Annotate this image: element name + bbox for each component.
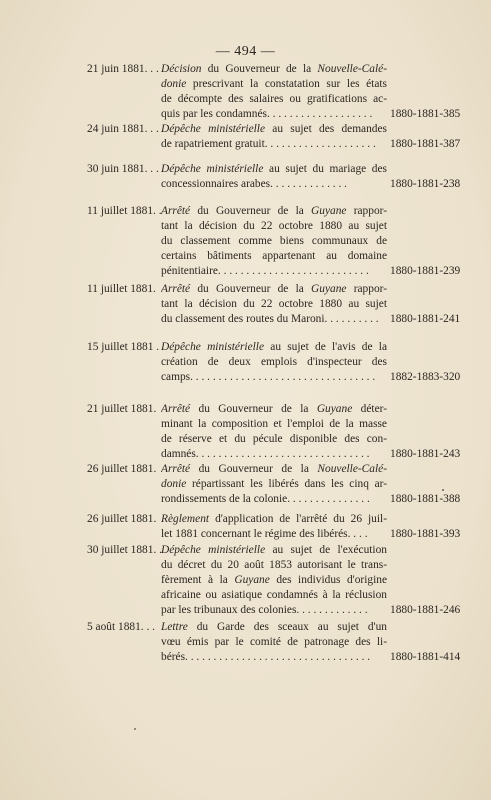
- entry-reference: 1880-1881-239: [390, 265, 461, 277]
- description-line: [161, 477, 387, 492]
- entry-description: [161, 402, 387, 462]
- text-run: de décompte des salaires ou gratifications ac-: [161, 93, 387, 105]
- entry-date: 5 août 1881. . .: [87, 621, 156, 633]
- description-line: [161, 635, 387, 650]
- entry-description: [161, 122, 387, 152]
- entry-description: [161, 282, 387, 327]
- description-line: [161, 432, 387, 447]
- page-number: — 494 —: [215, 44, 276, 59]
- entry-description: [161, 204, 387, 279]
- italic-term: Dépêche ministérielle: [161, 544, 266, 556]
- entry-description: [161, 462, 387, 507]
- description-line: [161, 447, 387, 462]
- description-line: [161, 137, 387, 152]
- text-run: damnés. . . . . . . . . . . . . . . . . . . . . . . . . . . . . . .: [161, 448, 370, 460]
- text-run: concessionnaires arabes. . . . . . . . . . . . . .: [161, 178, 347, 190]
- description-line: [161, 204, 387, 219]
- entry-date: 24 juin 1881. . .: [87, 123, 159, 135]
- description-line: [161, 77, 387, 92]
- entry-description: [161, 62, 387, 122]
- italic-term: Règlement: [161, 513, 210, 525]
- entry-date: 26 juillet 1881.: [87, 513, 157, 525]
- text-run: création de deux emplois d'inspecteur des: [161, 356, 387, 368]
- italic-term: donie: [161, 78, 187, 90]
- text-run: de réserve et du pécule disponible des con-: [161, 433, 387, 445]
- italic-term: Guyane: [311, 283, 347, 295]
- entry-description: [161, 162, 387, 192]
- entry-reference: 1880-1881-246: [390, 604, 461, 616]
- description-line: [161, 620, 387, 635]
- italic-term: Dépêche ministérielle: [161, 341, 265, 353]
- description-line: [161, 492, 387, 507]
- description-line: [161, 92, 387, 107]
- text-run: rondissements de la colonie. . . . . . . . . . . . . . .: [161, 493, 370, 505]
- description-line: [161, 512, 387, 527]
- entry-reference: 1882-1883-320: [390, 371, 461, 383]
- italic-term: Guyane: [234, 574, 270, 586]
- description-line: [161, 62, 387, 77]
- description-line: [161, 573, 387, 588]
- description-line: [161, 122, 387, 137]
- text-run: du Gouverneur de la: [190, 283, 312, 295]
- text-run: par les tribunaux des colonies. . . . . . . . . . . . .: [161, 604, 368, 616]
- description-line: [161, 543, 387, 558]
- entry-description: [161, 620, 387, 665]
- italic-term: Arrêté: [161, 205, 191, 217]
- text-run: let 1881 concernant le régime des libérés. . . .: [161, 528, 368, 540]
- description-line: [161, 162, 387, 177]
- text-run: prescrivant la constatation sur les états: [186, 78, 387, 90]
- entry-date: 15 juillet 1881 .: [87, 341, 160, 353]
- text-run: de rapatriement gratuit. . . . . . . . . . . . . . . . . . . .: [161, 138, 376, 150]
- description-line: [161, 340, 387, 355]
- text-run: du Gouverneur de la: [201, 63, 318, 75]
- description-line: [161, 264, 387, 279]
- description-line: [161, 588, 387, 603]
- entry-description: [161, 512, 387, 542]
- text-run: camps. . . . . . . . . . . . . . . . . . . . . . . . . . . . . . . . .: [161, 371, 376, 383]
- ink-speck: [134, 728, 136, 730]
- text-run: du classement comme biens communaux de: [161, 235, 387, 247]
- text-run: bérés. . . . . . . . . . . . . . . . . . . . . . . . . . . . . . . . .: [161, 651, 371, 663]
- text-run: au sujet du mariage des: [263, 163, 387, 175]
- italic-term: Arrêté: [161, 463, 191, 475]
- entry-date: 21 juillet 1881.: [87, 403, 157, 415]
- text-run: certains bâtiments appartenant au domaine: [161, 250, 387, 262]
- text-run: vœu émis par le comité de patronage des li-: [161, 636, 387, 648]
- entry-date: 30 juillet 1881. .: [87, 544, 162, 556]
- entry-date: 11 juillet 1881.: [87, 283, 156, 295]
- text-run: du classement des routes du Maroni. . . . . . . . . .: [161, 313, 379, 325]
- text-run: minant la composition et l'emploi de la masse: [161, 418, 387, 430]
- description-line: [161, 527, 387, 542]
- italic-term: Dépêche ministérielle: [161, 163, 264, 175]
- text-run: tant la décision du 22 octobre 1880 au sujet: [161, 220, 387, 232]
- text-run: rappor-: [346, 205, 387, 217]
- description-line: [161, 219, 387, 234]
- ink-speck: [442, 489, 444, 491]
- description-line: [161, 603, 387, 618]
- text-run: pénitentiaire. . . . . . . . . . . . . . . . . . . . . . . . . . .: [161, 265, 369, 277]
- italic-term: Nouvelle-Calé-: [317, 463, 387, 475]
- description-line: [161, 650, 387, 665]
- text-run: des individus d'origine: [269, 574, 387, 586]
- italic-term: Décision: [161, 63, 202, 75]
- entry-description: [161, 543, 387, 618]
- text-run: au sujet des demandes: [265, 123, 387, 135]
- entry-reference: 1880-1881-414: [390, 651, 461, 663]
- entry-date: 11 juillet 1881. .: [87, 205, 162, 217]
- text-run: du Garde des sceaux au sujet d'un: [187, 621, 387, 633]
- description-line: [161, 462, 387, 477]
- text-run: du décret du 20 août 1853 autorisant le trans-: [161, 559, 387, 571]
- text-run: au sujet de l'avis de la: [264, 341, 387, 353]
- entry-reference: 1880-1881-385: [390, 108, 461, 120]
- entry-reference: 1880-1881-388: [390, 493, 461, 505]
- text-run: africaine ou asiatique condamnés à la réclusion: [161, 589, 387, 601]
- text-run: au sujet de l'exécution: [265, 544, 387, 556]
- entry-reference: 1880-1881-241: [390, 313, 461, 325]
- description-line: [161, 234, 387, 249]
- text-run: déter-: [352, 403, 387, 415]
- entry-reference: 1880-1881-387: [390, 138, 461, 150]
- entry-reference: 1880-1881-243: [390, 448, 461, 460]
- italic-term: donie: [161, 478, 187, 490]
- description-line: [161, 402, 387, 417]
- text-run: tant la décision du 22 octobre 1880 au sujet: [161, 298, 387, 310]
- description-line: [161, 297, 387, 312]
- description-line: [161, 355, 387, 370]
- entry-reference: 1880-1881-393: [390, 528, 461, 540]
- entry-reference: 1880-1881-238: [390, 178, 461, 190]
- description-line: [161, 558, 387, 573]
- description-line: [161, 282, 387, 297]
- description-line: [161, 312, 387, 327]
- entry-date: 30 juin 1881. . .: [87, 163, 159, 175]
- text-run: répartissant les libérés dans les cinq ar-: [186, 478, 387, 490]
- italic-term: Arrêté: [161, 403, 191, 415]
- description-line: [161, 177, 387, 192]
- text-run: quis par les condamnés. . . . . . . . . . . . . . . . . . .: [161, 108, 373, 120]
- italic-term: Guyane: [316, 403, 353, 415]
- description-line: [161, 370, 387, 385]
- description-line: [161, 417, 387, 432]
- italic-term: Guyane: [311, 205, 347, 217]
- text-run: du Gouverneur de la: [190, 205, 312, 217]
- text-run: rappor-: [346, 283, 387, 295]
- italic-term: Dépêche ministérielle: [161, 123, 266, 135]
- text-run: du Gouverneur de la: [190, 403, 317, 415]
- entry-description: [161, 340, 387, 385]
- entry-date: 21 juin 1881. . .: [87, 63, 159, 75]
- text-run: fèrement à la: [161, 574, 235, 586]
- italic-term: Arrêté: [161, 283, 191, 295]
- italic-term: Nouvelle-Calé-: [317, 63, 387, 75]
- italic-term: Lettre: [161, 621, 188, 633]
- entry-date: 26 juillet 1881.: [87, 463, 157, 475]
- text-run: d'application de l'arrêté du 26 juil-: [209, 513, 387, 525]
- text-run: du Gouverneur de la: [190, 463, 318, 475]
- description-line: [161, 107, 387, 122]
- description-line: [161, 249, 387, 264]
